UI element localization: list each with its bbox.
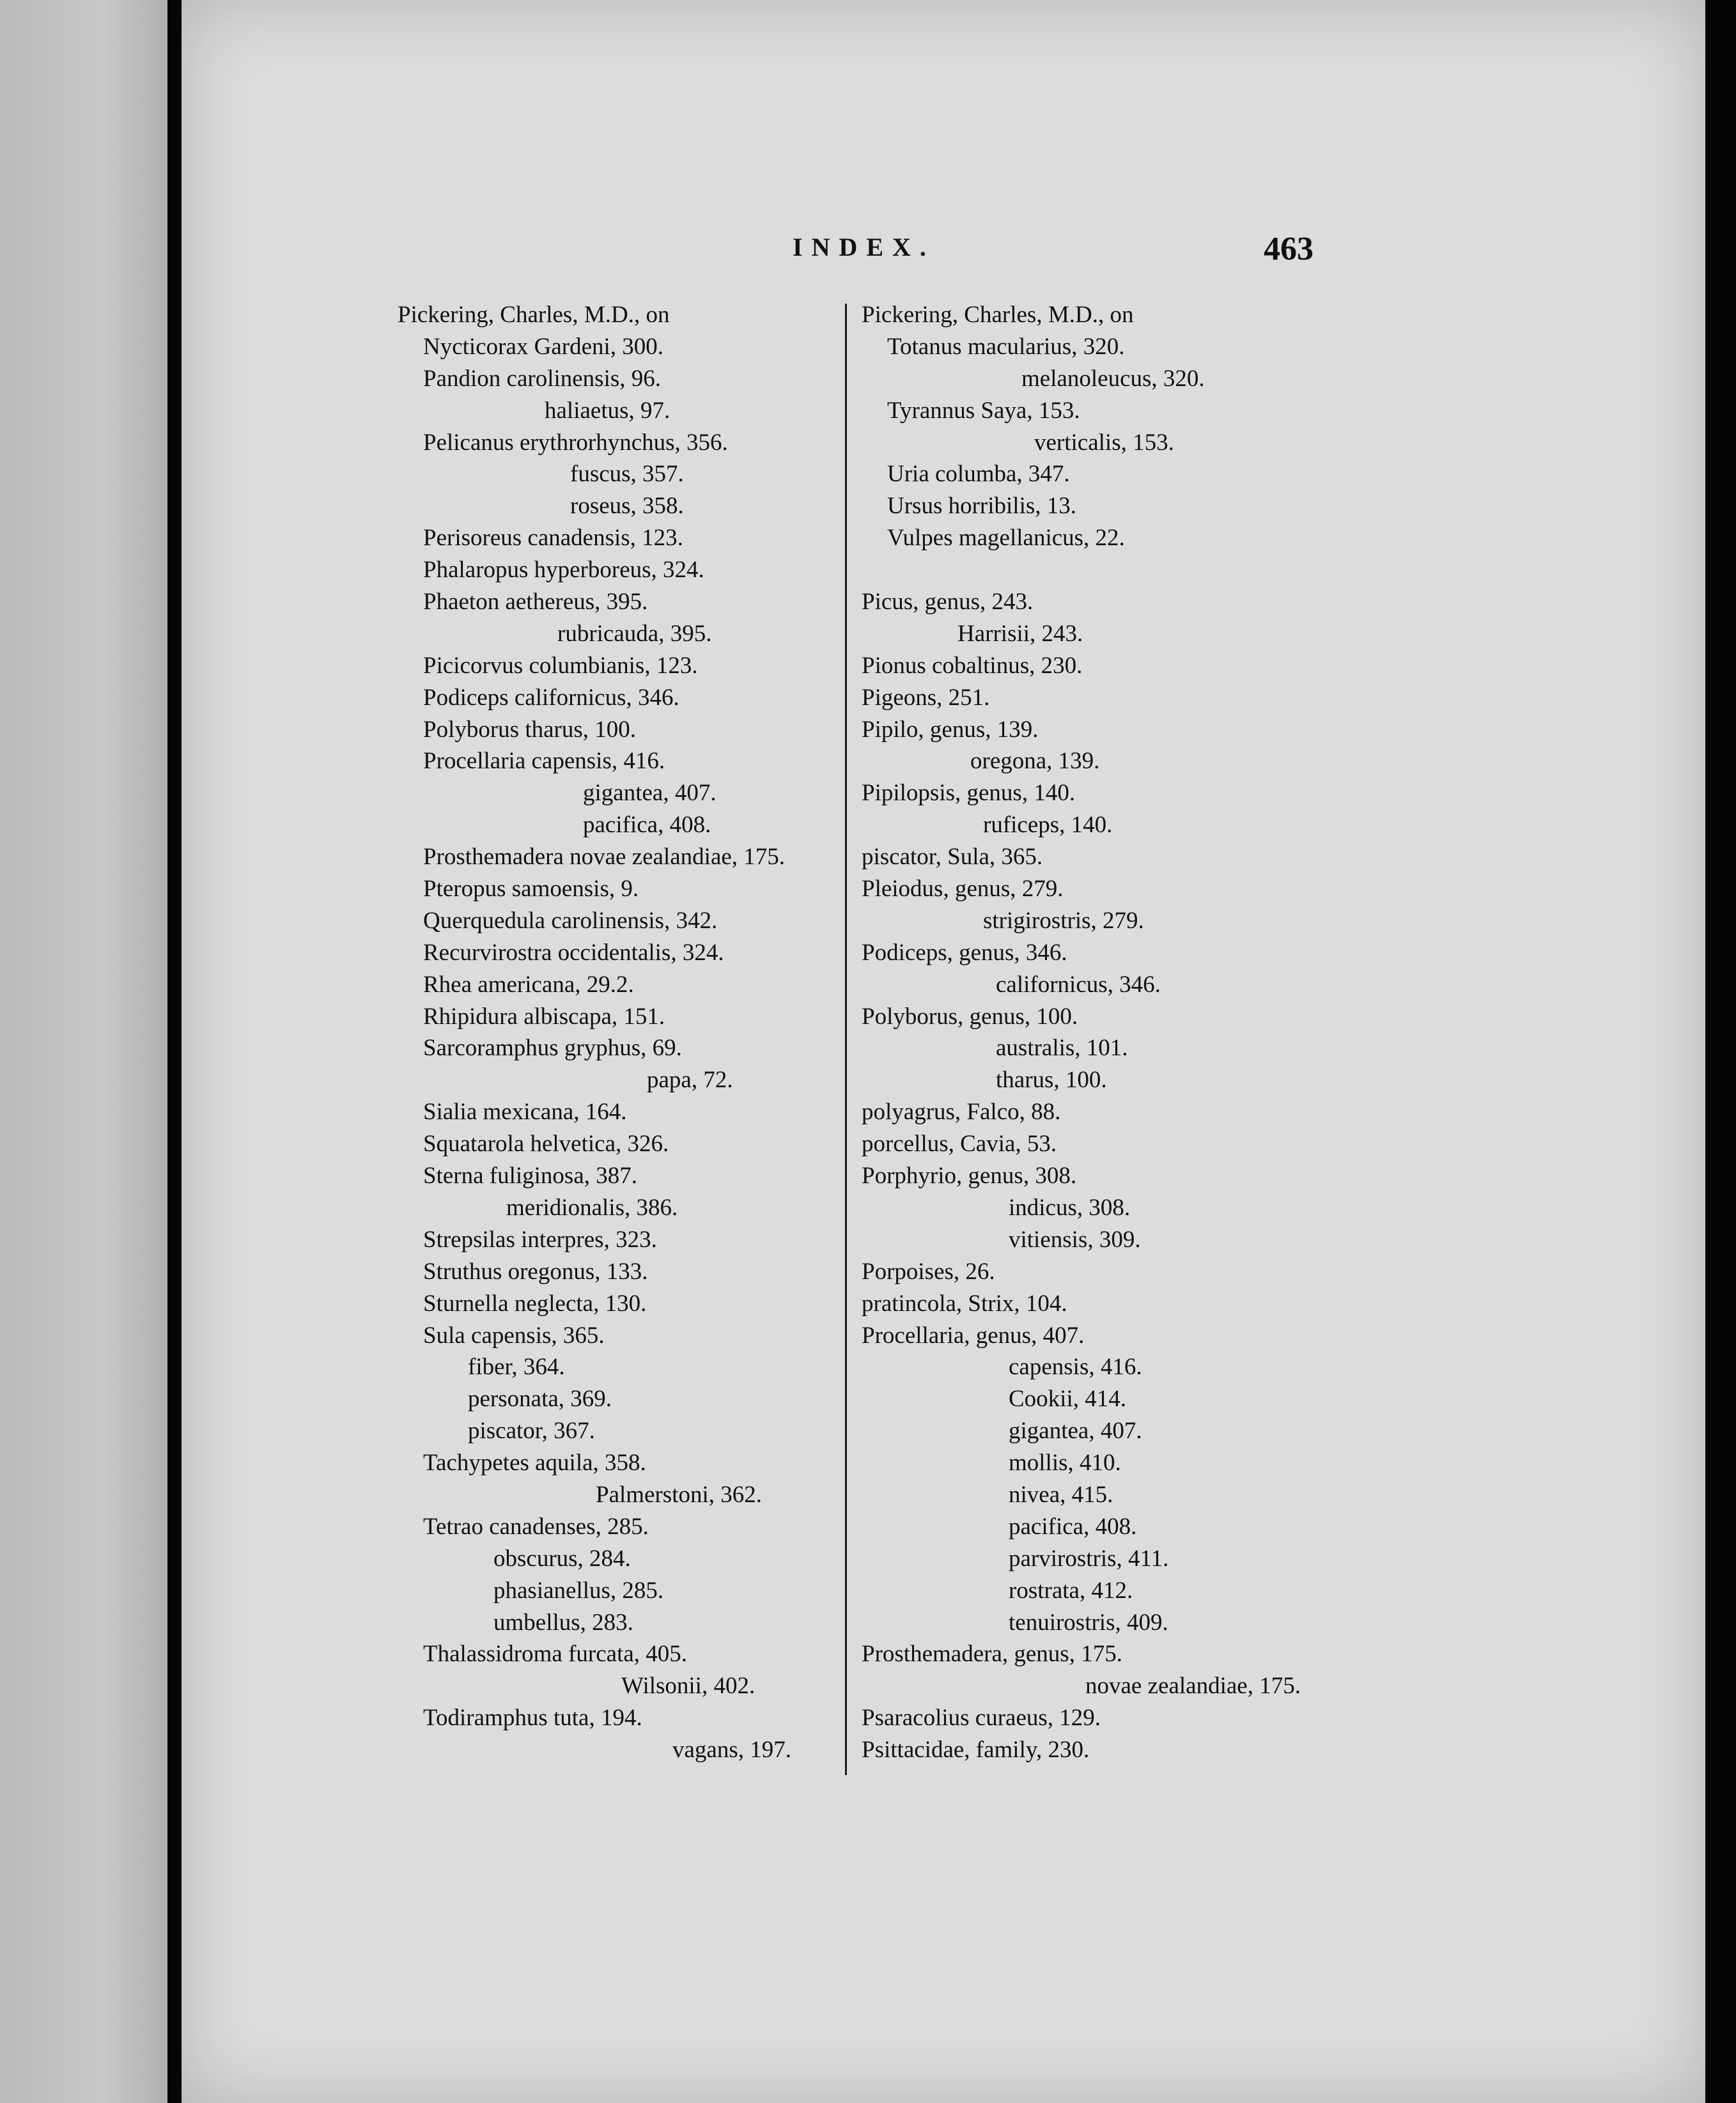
index-entry: gigantea, 407. bbox=[1009, 1418, 1142, 1445]
index-entry: Pickering, Charles, M.D., on bbox=[862, 302, 1134, 328]
index-entry: Pickering, Charles, M.D., on bbox=[398, 302, 670, 328]
scan-border bbox=[1705, 0, 1736, 2103]
index-entry: gigantea, 407. bbox=[583, 780, 717, 807]
column-rule bbox=[845, 304, 847, 1775]
index-entry: nivea, 415. bbox=[1009, 1481, 1113, 1508]
index-entry: indicus, 308. bbox=[1009, 1194, 1131, 1221]
page-number: 463 bbox=[1264, 231, 1314, 267]
index-entry: Rhipidura albiscapa, 151. bbox=[423, 1003, 665, 1030]
book-gutter bbox=[167, 0, 182, 2103]
index-entry: strigirostris, 279. bbox=[983, 907, 1144, 934]
index-entry: Psittacidae, family, 230. bbox=[862, 1737, 1090, 1764]
index-entry: haliaetus, 97. bbox=[545, 397, 670, 424]
index-entry: novae zealandiae, 175. bbox=[1085, 1673, 1301, 1700]
index-entry: Recurvirostra occidentalis, 324. bbox=[423, 939, 724, 966]
index-entry: ruficeps, 140. bbox=[983, 812, 1113, 839]
index-entry: capensis, 416. bbox=[1009, 1354, 1142, 1381]
index-entry: parvirostris, 411. bbox=[1009, 1545, 1169, 1572]
index-entry: roseus, 358. bbox=[570, 493, 684, 520]
index-entry: Rhea americana, 29.2. bbox=[423, 971, 634, 998]
index-entry: Wilsonii, 402. bbox=[621, 1673, 756, 1700]
index-entry: Porphyrio, genus, 308. bbox=[862, 1163, 1077, 1190]
index-entry: Totanus macularius, 320. bbox=[887, 333, 1125, 360]
index-entry: Querquedula carolinensis, 342. bbox=[423, 907, 718, 934]
index-entry: Porpoises, 26. bbox=[862, 1258, 995, 1285]
index-entry: Psaracolius curaeus, 129. bbox=[862, 1705, 1101, 1732]
index-entry: papa, 72. bbox=[647, 1067, 733, 1094]
blank-line bbox=[862, 554, 1301, 586]
index-entry: fuscus, 357. bbox=[570, 461, 684, 488]
index-entry: Nycticorax Gardeni, 300. bbox=[423, 333, 664, 360]
index-entry: rubricauda, 395. bbox=[557, 620, 712, 647]
index-entry: Phalaropus hyperboreus, 324. bbox=[423, 557, 704, 584]
index-entry: Podiceps, genus, 346. bbox=[862, 939, 1067, 966]
index-entry: Tetrao canadenses, 285. bbox=[423, 1513, 649, 1540]
index-entry: pacifica, 408. bbox=[583, 812, 711, 839]
index-column-left bbox=[398, 299, 791, 1766]
index-entry: californicus, 346. bbox=[996, 971, 1161, 998]
running-title: INDEX. bbox=[793, 233, 935, 261]
index-entry: Sula capensis, 365. bbox=[423, 1322, 605, 1349]
index-entry: polyagrus, Falco, 88. bbox=[862, 1099, 1061, 1126]
index-entry: Sarcoramphus gryphus, 69. bbox=[423, 1035, 682, 1062]
index-entry: vitiensis, 309. bbox=[1009, 1226, 1141, 1253]
index-entry: australis, 101. bbox=[996, 1035, 1128, 1062]
index-entry: mollis, 410. bbox=[1009, 1450, 1121, 1477]
index-entry: Pandion carolinensis, 96. bbox=[423, 365, 662, 392]
index-entry: tenuirostris, 409. bbox=[1009, 1609, 1168, 1636]
index-entry: Picicorvus columbianis, 123. bbox=[423, 652, 698, 679]
index-entry: Uria columba, 347. bbox=[887, 461, 1070, 488]
index-entry: umbellus, 283. bbox=[493, 1609, 633, 1636]
index-entry: Procellaria, genus, 407. bbox=[862, 1322, 1085, 1349]
index-entry: Picus, genus, 243. bbox=[862, 589, 1034, 616]
index-entry: fiber, 364. bbox=[468, 1354, 565, 1381]
index-entry: Squatarola helvetica, 326. bbox=[423, 1131, 669, 1158]
facing-page-edge bbox=[0, 0, 167, 2103]
index-entry: Pleiodus, genus, 279. bbox=[862, 876, 1064, 903]
index-entry: Todiramphus tuta, 194. bbox=[423, 1705, 642, 1732]
index-entry: oregona, 139. bbox=[970, 748, 1100, 775]
index-entry: Pelicanus erythrorhynchus, 356. bbox=[423, 429, 728, 456]
index-entry: Polyborus tharus, 100. bbox=[423, 716, 636, 743]
index-entry: Polyborus, genus, 100. bbox=[862, 1003, 1078, 1030]
index-entry: phasianellus, 285. bbox=[493, 1577, 664, 1604]
index-entry: meridionalis, 386. bbox=[506, 1194, 678, 1221]
index-entry: Ursus horribilis, 13. bbox=[887, 493, 1076, 520]
index-entry: Pigeons, 251. bbox=[862, 684, 990, 711]
index-entry: Prosthemadera, genus, 175. bbox=[862, 1641, 1122, 1668]
index-entry: Phaeton aethereus, 395. bbox=[423, 589, 648, 616]
index-entry: piscator, Sula, 365. bbox=[862, 844, 1043, 871]
index-entry: Pipilopsis, genus, 140. bbox=[862, 780, 1076, 807]
index-entry: Struthus oregonus, 133. bbox=[423, 1258, 648, 1285]
index-entry: Sterna fuliginosa, 387. bbox=[423, 1163, 638, 1190]
index-entry: Sturnella neglecta, 130. bbox=[423, 1290, 647, 1317]
index-column-right bbox=[862, 299, 1301, 1766]
index-entry: obscurus, 284. bbox=[493, 1545, 631, 1572]
index-entry: Tyrannus Saya, 153. bbox=[887, 397, 1080, 424]
index-entry: tharus, 100. bbox=[996, 1067, 1107, 1094]
index-entry: melanoleucus, 320. bbox=[1021, 365, 1205, 392]
index-entry: Pionus cobaltinus, 230. bbox=[862, 652, 1083, 679]
index-entry: verticalis, 153. bbox=[1034, 429, 1174, 456]
index-entry: Strepsilas interpres, 323. bbox=[423, 1226, 657, 1253]
index-entry: Cookii, 414. bbox=[1009, 1386, 1126, 1413]
index-entry: piscator, 367. bbox=[468, 1418, 595, 1445]
index-entry: Harrisii, 243. bbox=[957, 620, 1083, 647]
index-entry: Pipilo, genus, 139. bbox=[862, 716, 1039, 743]
index-entry: Perisoreus canadensis, 123. bbox=[423, 525, 683, 552]
index-entry: Prosthemadera novae zealandiae, 175. bbox=[423, 844, 786, 871]
index-entry: Procellaria capensis, 416. bbox=[423, 748, 665, 775]
index-entry: personata, 369. bbox=[468, 1386, 612, 1413]
index-entry: Tachypetes aquila, 358. bbox=[423, 1450, 646, 1477]
index-entry: porcellus, Cavia, 53. bbox=[862, 1131, 1057, 1158]
index-entry: Palmerstoni, 362. bbox=[596, 1481, 763, 1508]
index-entry: vagans, 197. bbox=[672, 1737, 791, 1764]
index-entry: rostrata, 412. bbox=[1009, 1577, 1133, 1604]
index-entry: Thalassidroma furcata, 405. bbox=[423, 1641, 688, 1668]
index-entry: pratincola, Strix, 104. bbox=[862, 1290, 1067, 1317]
index-entry: Podiceps californicus, 346. bbox=[423, 684, 679, 711]
index-entry: Vulpes magellanicus, 22. bbox=[887, 525, 1125, 552]
index-entry: Sialia mexicana, 164. bbox=[423, 1099, 627, 1126]
index-entry: pacifica, 408. bbox=[1009, 1513, 1137, 1540]
index-entry: Pteropus samoensis, 9. bbox=[423, 876, 639, 903]
